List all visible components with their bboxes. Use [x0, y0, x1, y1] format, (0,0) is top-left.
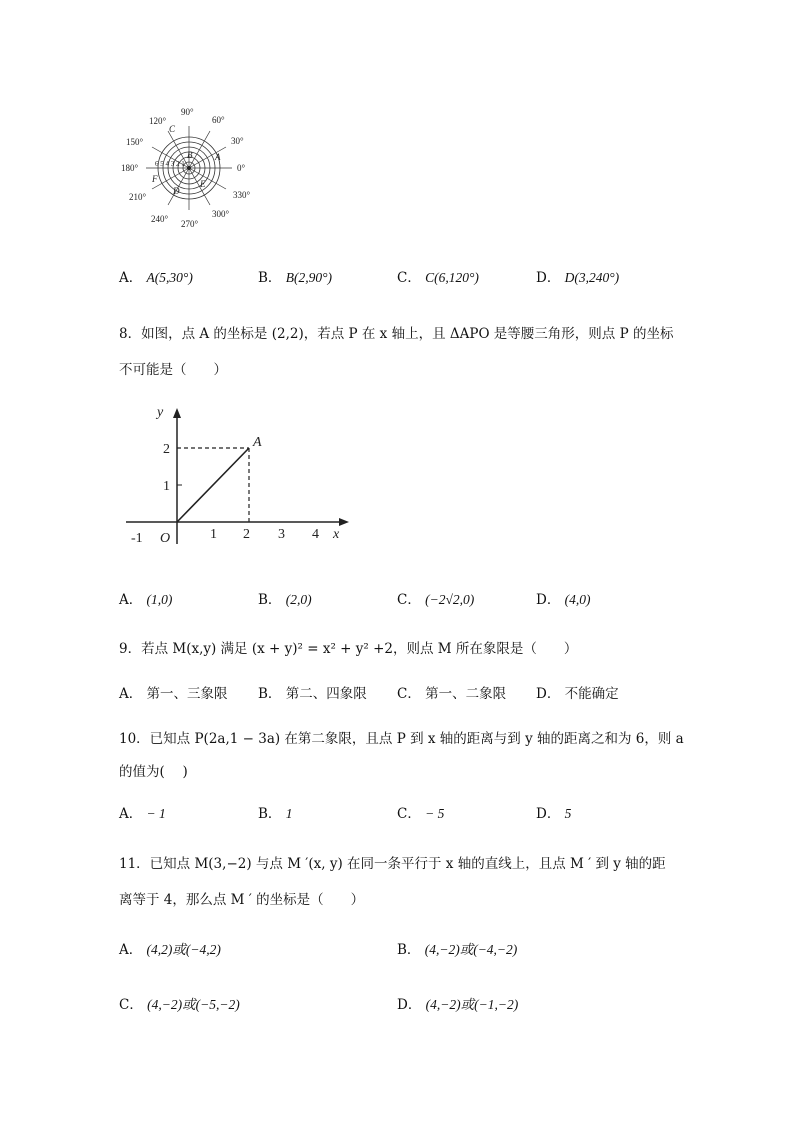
option-letter: B．	[258, 270, 282, 286]
y-tick-label: 1	[163, 479, 170, 494]
q8-option-b[interactable]	[258, 588, 312, 608]
angle-label: 0°	[237, 163, 246, 173]
x-tick-label: 4	[312, 527, 319, 542]
q9-option-c[interactable]	[397, 682, 506, 702]
q10-text-line1: 10．已知点 P(2a,1 − 3a) 在第二象限，且点 P 到 x 轴的距离与到 y 轴的距离之和为 6，则 a	[119, 731, 684, 747]
option-expr: D(3,240°)	[564, 270, 620, 285]
option-letter: D．	[536, 592, 561, 608]
option-expr: 不能确定	[564, 686, 619, 702]
y-axis-label: y	[157, 405, 164, 420]
polar-origin	[187, 166, 191, 170]
option-letter: C．	[397, 592, 421, 608]
option-expr: (2,0)	[285, 592, 312, 607]
option-expr: A(5,30°)	[146, 270, 193, 285]
polar-figure	[115, 102, 265, 232]
option-letter: B．	[258, 806, 282, 822]
radius-labels: 6 5 4 3 2 1	[155, 160, 185, 168]
angle-label: 30°	[231, 136, 244, 146]
option-expr: (4,−2)或(−1,−2)	[425, 997, 519, 1012]
option-expr: 第二、四象限	[285, 686, 367, 702]
option-expr: (4,2)或(−4,2)	[146, 942, 221, 957]
angle-label: 300°	[212, 209, 230, 219]
q8-option-c[interactable]	[397, 588, 474, 608]
option-letter: D．	[536, 270, 561, 286]
q11-option-b[interactable]	[397, 938, 517, 958]
q7-option-b[interactable]	[258, 266, 332, 286]
q11-text-line1: 11．已知点 M(3,−2) 与点 M ′(x, y) 在同一条平行于 x 轴的直线上，且点 M ′ 到 y 轴的距	[119, 856, 666, 872]
option-letter: C．	[397, 806, 421, 822]
q7-option-d[interactable]	[536, 266, 619, 286]
point-label-e: E	[200, 179, 206, 189]
option-expr: 5	[564, 806, 572, 821]
q9-option-d[interactable]	[536, 682, 619, 702]
x-axis-arrow	[339, 518, 349, 526]
angle-label: 150°	[126, 137, 144, 147]
angle-label: 270°	[181, 219, 199, 229]
option-expr: − 1	[146, 806, 166, 821]
x-axis-label: x	[333, 527, 340, 542]
option-expr: − 5	[425, 806, 445, 821]
q11-option-d[interactable]	[397, 993, 518, 1013]
segment-oa	[177, 448, 249, 522]
q8-text-line2: 不可能是（ ）	[119, 362, 227, 378]
option-expr: (4,−2)或(−5,−2)	[147, 997, 240, 1012]
option-expr: (−2√2,0)	[425, 592, 475, 607]
angle-label: 180°	[121, 163, 139, 173]
angle-label: 60°	[212, 115, 225, 125]
origin-label: O	[160, 531, 171, 546]
option-expr: C(6,120°)	[425, 270, 479, 285]
option-letter: B．	[258, 592, 282, 608]
q10-option-a[interactable]	[119, 802, 166, 822]
q10-text-line2: 的值为( )	[119, 764, 188, 780]
option-expr: (1,0)	[146, 592, 173, 607]
q8-graph-svg	[120, 402, 360, 552]
q9-text: 9．若点 M(x,y) 满足 (x + y)² = x² + y² +2，则点 M 所在象限是（ ）	[119, 641, 578, 657]
q8-text-line1: 8．如图，点 A 的坐标是 (2,2)，若点 P 在 x 轴上，且 ΔAPO 是等腰三角形，则点 P 的坐标	[119, 326, 674, 342]
q7-option-c[interactable]	[397, 266, 479, 286]
option-letter: A．	[119, 806, 143, 822]
option-letter: A．	[119, 270, 143, 286]
x-tick-label: 3	[278, 527, 285, 542]
q10-option-b[interactable]	[258, 802, 292, 822]
option-letter: C．	[119, 997, 143, 1013]
option-letter: B．	[258, 686, 282, 702]
point-label-a: A	[215, 152, 221, 162]
q8-option-a[interactable]	[119, 588, 172, 608]
point-a-label: A	[253, 435, 262, 450]
point-label-b: B	[187, 150, 193, 160]
option-letter: D．	[536, 686, 561, 702]
option-letter: A．	[119, 686, 143, 702]
q11-option-a[interactable]	[119, 938, 221, 958]
angle-label: 330°	[233, 190, 251, 200]
option-expr: 第一、二象限	[425, 686, 507, 702]
q8-option-d[interactable]	[536, 588, 591, 608]
option-expr: 1	[285, 806, 293, 821]
option-letter: B．	[397, 942, 421, 958]
q10-option-c[interactable]	[397, 802, 444, 822]
option-letter: C．	[397, 686, 421, 702]
option-expr: 第一、三象限	[146, 686, 228, 702]
option-letter: D．	[397, 997, 422, 1013]
option-expr: (4,0)	[564, 592, 591, 607]
option-expr: (4,−2)或(−4,−2)	[424, 942, 518, 957]
angle-label: 90°	[181, 107, 194, 117]
option-letter: C．	[397, 270, 421, 286]
y-axis-arrow	[173, 408, 181, 418]
option-expr: B(2,90°)	[285, 270, 332, 285]
point-label-c: C	[169, 124, 176, 134]
q11-text-line2: 离等于 4，那么点 M ′ 的坐标是（ ）	[119, 892, 365, 908]
q10-option-d[interactable]	[536, 802, 571, 822]
angle-label: 210°	[129, 192, 147, 202]
point-label-f: F	[152, 174, 158, 184]
x-tick-label: -1	[131, 531, 143, 546]
q11-option-c[interactable]	[119, 993, 240, 1013]
point-label-d: D	[173, 186, 180, 196]
x-tick-label: 1	[210, 527, 217, 542]
q8-graph	[120, 402, 360, 552]
angle-label: 240°	[151, 214, 169, 224]
q9-option-b[interactable]	[258, 682, 367, 702]
y-tick-label: 2	[163, 442, 170, 457]
option-letter: A．	[119, 942, 143, 958]
option-letter: D．	[536, 806, 561, 822]
x-tick-label: 2	[243, 527, 250, 542]
q7-option-a[interactable]	[119, 266, 193, 286]
polar-figure-svg	[115, 102, 265, 232]
option-letter: A．	[119, 592, 143, 608]
q9-option-a[interactable]	[119, 682, 228, 702]
angle-label: 120°	[149, 116, 167, 126]
